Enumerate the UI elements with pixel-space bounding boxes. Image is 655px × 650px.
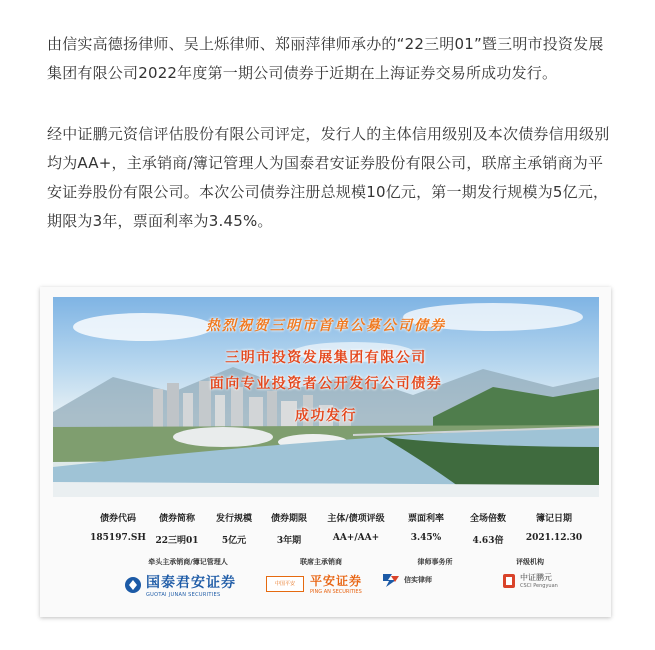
pingan-box: 中国平安 — [266, 576, 304, 592]
banner-headline-issuer: 三明市投资发展集团有限公司 — [225, 350, 427, 366]
law-firm-label: 律师事务所 — [417, 558, 453, 566]
table-header-cell: 簿记日期 — [535, 514, 572, 524]
rating-agency-logo — [502, 572, 558, 589]
law-firm-logo-name: 信实律师 — [404, 576, 432, 584]
pingan-logo-name: 平安证券 — [310, 574, 363, 588]
table-value-cell: 3.45% — [410, 533, 442, 543]
table-value-cell: 2021.12.30 — [525, 533, 583, 543]
table-value-cell: 5亿元 — [221, 536, 247, 546]
pingan-logo — [266, 572, 362, 595]
table-value-cell: AA+/AA+ — [332, 533, 380, 543]
bond-table-header — [88, 511, 588, 524]
table-value-cell: 22三明01 — [155, 536, 199, 546]
gtja-emblem-icon — [124, 576, 142, 594]
announcement-banner — [40, 287, 611, 617]
rating-agency-label: 评级机构 — [516, 558, 544, 566]
table-header-cell: 发行规模 — [215, 514, 252, 524]
table-value-cell: 3年期 — [276, 536, 302, 546]
banner-headline-issue-type: 面向专业投资者公开发行公司债券 — [209, 376, 443, 392]
rating-agency-logo-name: 中证鹏元 — [520, 573, 552, 582]
lead-underwriter-label: 牵头主承销商/簿记管理人 — [148, 558, 228, 566]
co-underwriter-label: 联席主承销商 — [300, 558, 342, 566]
city-skyline-photo — [53, 297, 599, 497]
rating-agency-logo-english: CSCI Pengyuan — [520, 583, 558, 589]
banner-headline-congrats: 热烈祝贺三明市首单公募公司债券 — [206, 318, 446, 334]
table-header-cell: 债券期限 — [270, 514, 307, 524]
table-header-cell: 债券简称 — [158, 514, 195, 524]
table-value-cell: 4.63倍 — [472, 536, 504, 546]
table-header-cell: 票面利率 — [407, 514, 444, 524]
rating-agency-emblem-icon — [502, 573, 516, 589]
gtja-logo — [124, 572, 236, 598]
table-header-cell: 债券代码 — [99, 514, 136, 524]
article-paragraph-1: 由信实高德扬律师、吴上烁律师、郑丽萍律师承办的“22三明01”暨三明市投资发展集团有限公司2022年度第一期公司债券于近期在上海证券交易所成功发行。 — [47, 35, 604, 82]
gtja-logo-name: 国泰君安证券 — [146, 575, 236, 591]
law-firm-logo — [382, 572, 432, 588]
article-paragraph-2: 经中证鹏元资信评估股份有限公司评定，发行人的主体信用级别及本次债券信用级别均为AA+，主承销商/簿记管理人为国泰君安证券股份有限公司，联席主承销商为平安证券股份有限公司。本次公司债券注册总规模10亿元，第一期发行规模为5亿元，期限为3年，票面利率为3.45%。 — [47, 125, 610, 230]
table-value-cell: 185197.SH — [90, 533, 146, 543]
law-firm-emblem-icon — [382, 572, 400, 588]
table-header-cell: 主体/债项评级 — [327, 514, 385, 524]
banner-headline-success: 成功发行 — [295, 408, 357, 424]
bond-table-values — [88, 533, 588, 546]
table-header-cell: 全场倍数 — [469, 514, 506, 524]
gtja-logo-english: GUOTAI JUNAN SECURITIES — [146, 592, 221, 598]
pingan-logo-english: PING AN SECURITIES — [310, 589, 362, 595]
